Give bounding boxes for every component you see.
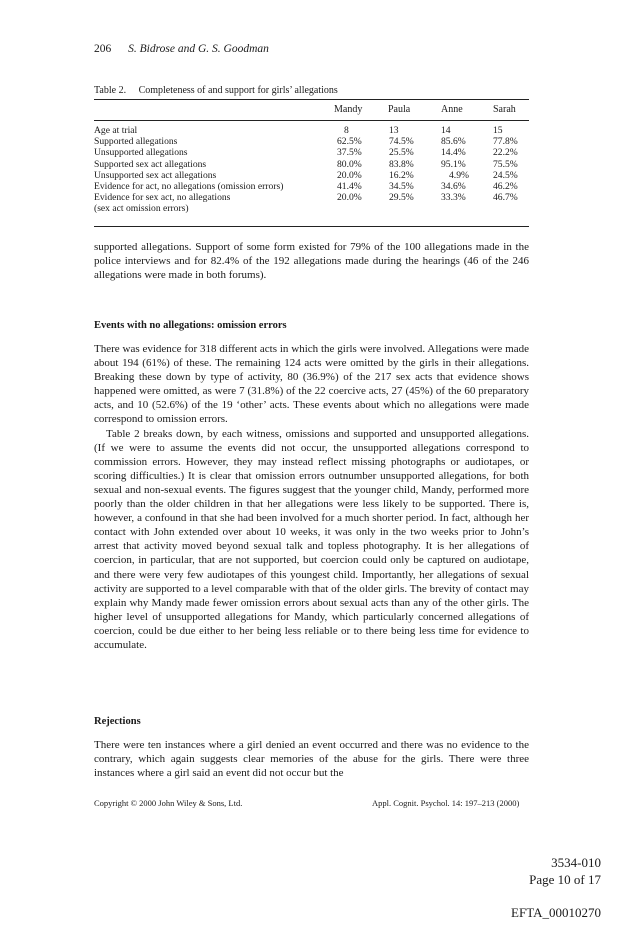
stamp-efta: EFTA_00010270 bbox=[511, 905, 601, 920]
row-label: Supported allegations bbox=[94, 136, 178, 148]
table-row bbox=[94, 125, 529, 136]
section-heading-omission: Events with no allegations: omission errors bbox=[94, 320, 287, 331]
table-bottom-rule bbox=[94, 226, 529, 227]
table-cell: 80.0% bbox=[337, 158, 362, 170]
table-cell: 8 bbox=[344, 125, 349, 136]
table-cell: 74.5% bbox=[389, 136, 414, 148]
table-cell: 95.1% bbox=[441, 158, 466, 170]
table-top-rule bbox=[94, 99, 529, 100]
table-cell: 15 bbox=[493, 125, 503, 136]
row-label: Unsupported sex act allegations bbox=[94, 169, 217, 181]
row-label: Evidence for act, no allegations (omission errors) bbox=[94, 181, 284, 193]
page-number: 206 bbox=[94, 43, 112, 55]
table-cell: 20.0% bbox=[337, 192, 362, 204]
table-cell: 4.9% bbox=[449, 169, 469, 181]
body-paragraph bbox=[94, 240, 529, 282]
running-authors: S. Bidrose and G. S. Goodman bbox=[128, 43, 269, 55]
column-header: Paula bbox=[388, 104, 411, 115]
running-header bbox=[94, 43, 269, 55]
table-cell: 33.3% bbox=[441, 192, 466, 204]
table-cell: 34.6% bbox=[441, 181, 466, 193]
paragraph-text: supported allegations. Support of some form existed for 79% of the 100 allegations made in the police interviews and for 82.4% of the 192 allegations made during the hearings (46 of the 246 allegations were made in both forums). bbox=[94, 241, 529, 282]
table-row bbox=[94, 170, 529, 181]
table-cell: 16.2% bbox=[389, 169, 414, 181]
table-cell: 62.5% bbox=[337, 136, 362, 148]
table-row bbox=[94, 147, 529, 158]
table-row bbox=[94, 181, 529, 192]
table-label: Table 2. bbox=[94, 85, 127, 96]
table-cell: 37.5% bbox=[337, 147, 362, 159]
row-label: Unsupported allegations bbox=[94, 147, 188, 159]
paragraph-text: There was evidence for 318 different acts in which the girls were involved. Allegations were made about 194 (61%) of these. The remaining 124 acts were omitted by the girls in their allegations. Breaking these down by type of activity, 80 (36.9%) of the 217 sex acts that evidence shows happened were omitted, as were 7 (31.8%) of the 22 coercive acts, 27 (45%) of the 60 preparatory acts, and 10 (52.6%) of the 19 ‘other’ acts. These events about which no allegations were made correspond to omission errors. bbox=[94, 343, 529, 426]
table-cell: 20.0% bbox=[337, 169, 362, 181]
table-cell: 22.2% bbox=[493, 147, 518, 159]
table-header-rule bbox=[94, 120, 529, 121]
table-cell: 75.5% bbox=[493, 158, 518, 170]
table-cell: 14 bbox=[441, 125, 451, 136]
row-label: Age at trial bbox=[94, 125, 138, 136]
table-cell: 46.7% bbox=[493, 192, 518, 204]
paragraph-text: Table 2 breaks down, by each witness, omissions and supported and unsupported allegations. (If we were to assume the events did not occur, the unsupported allegations correspond to commission errors. However, they may instead reflect missing photographs or audiotapes, or scoring difficulties.) It is clear that omission errors outnumber unsupported allegations, for both sexual and non-sexual events. The figures suggest that the younger child, Mandy, performed more poorly than the older children in that her allegations were less likely to be supported. There is, however, a confound in that she had been involved for a much shorter period. In fact, although her contact with John extended over about 10 weeks, it was only in the two weeks prior to John’s arrest that activity moved beyond sexual talk and topless photography. It is her allegations of coercion, in particular, that are not supported, but coercion could only be captured on audiotape, and there were very few audiotapes of this youngest child. Importantly, her allegations of sexual activity are supported to a level comparable with that of the older girls. The brevity of contact may explain why Mandy made fewer omission errors about sexual acts than any of the other girls. The higher level of unsupported allegations for Mandy, which particularly concerned allegations of coercion, could be due either to her being less reliable or to there being less time for evidence to accumulate. bbox=[94, 427, 529, 651]
table-row bbox=[94, 136, 529, 147]
column-header: Sarah bbox=[493, 104, 516, 115]
paragraph-text: There were ten instances where a girl denied an event occurred and there was no evidence to the contrary, which again suggests clear memories of the abuse for the girls. There were three instances where a girl said an event did not occur but the bbox=[94, 739, 529, 780]
table-cell: 14.4% bbox=[441, 147, 466, 159]
table-cell: 46.2% bbox=[493, 181, 518, 193]
row-label-continuation: (sex act omission errors) bbox=[94, 203, 189, 215]
table-row bbox=[94, 159, 529, 170]
table-caption bbox=[94, 85, 338, 96]
stamp-page-of: Page 10 of 17 bbox=[529, 872, 601, 887]
table-cell: 13 bbox=[389, 125, 399, 136]
footer-citation: Appl. Cognit. Psychol. 14: 197–213 (2000) bbox=[372, 798, 520, 808]
table-row bbox=[94, 192, 529, 214]
column-header: Mandy bbox=[334, 104, 363, 115]
table-cell: 85.6% bbox=[441, 136, 466, 148]
stamp-doc-id: 3534-010 bbox=[551, 855, 601, 870]
row-label: Supported sex act allegations bbox=[94, 158, 207, 170]
table-cell: 25.5% bbox=[389, 147, 414, 159]
table-cell: 83.8% bbox=[389, 158, 414, 170]
body-paragraph bbox=[94, 342, 529, 652]
row-label bbox=[94, 192, 337, 214]
footer-copyright: Copyright © 2000 John Wiley & Sons, Ltd. bbox=[94, 798, 243, 808]
table-cell: 34.5% bbox=[389, 181, 414, 193]
column-header: Anne bbox=[441, 104, 463, 115]
table-caption-text: Completeness of and support for girls’ allegations bbox=[138, 85, 338, 96]
row-label-line: Evidence for sex act, no allegations bbox=[94, 192, 231, 204]
table-cell: 24.5% bbox=[493, 169, 518, 181]
table-cell: 77.8% bbox=[493, 136, 518, 148]
table-cell: 29.5% bbox=[389, 192, 414, 204]
table-cell: 41.4% bbox=[337, 181, 362, 193]
allegations-table bbox=[94, 125, 529, 215]
body-paragraph bbox=[94, 738, 529, 780]
section-heading-rejections: Rejections bbox=[94, 716, 141, 727]
